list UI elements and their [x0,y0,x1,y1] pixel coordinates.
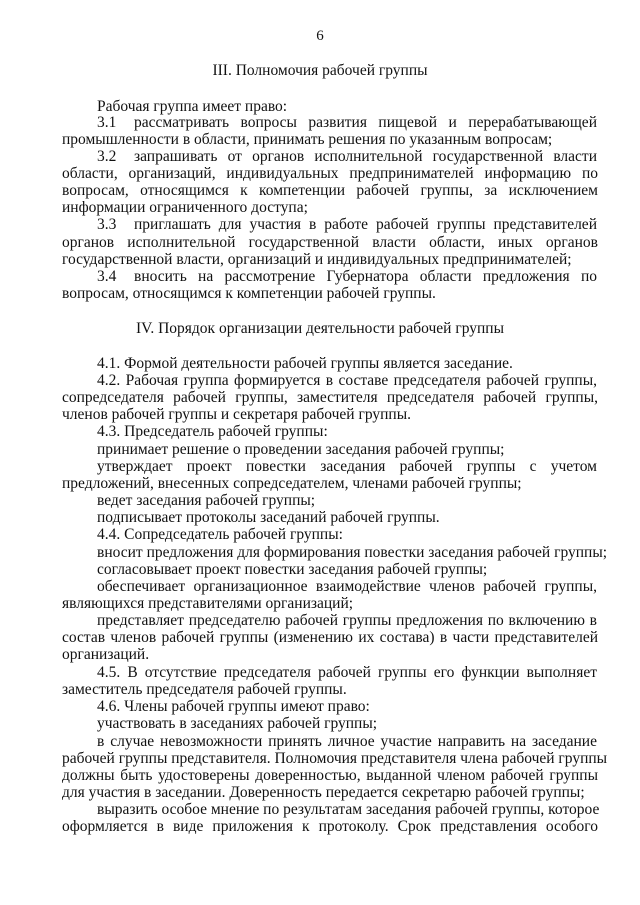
section-4-line: организаций. [62,646,150,663]
section-4-line: ведет заседания рабочей группы; [97,492,316,509]
section-4-line: выразить особое мнение по результатам заседания рабочей группы, которое [97,801,600,818]
section-4-line: участвовать в заседаниях рабочей группы; [97,715,378,732]
item-3-3-line-1: 3.3 приглашать для участия в работе рабочей группы представителей [97,216,597,233]
section-3-heading: III. Полномочия рабочей группы [212,62,428,79]
item-3-3-line-3: государственной власти, организаций и индивидуальных предпринимателей; [62,251,572,268]
section-4-line: вносит предложения для формирования повестки заседания рабочей группы; [97,544,608,561]
section-4-line: 4.5. В отсутствие председателя рабочей группы его функции выполняет [97,664,597,681]
section-4-line: подписывает протоколы заседаний рабочей группы. [97,509,440,526]
item-3-2-line-2: области, организаций, индивидуальных предпринимателей информацию по [62,165,598,182]
section-4-heading: IV. Порядок организации деятельности рабочей группы [135,320,505,337]
page-number: 6 [316,28,324,44]
section-4-line: рабочей группы представителя. Полномочия представителя члена рабочей группы [62,750,608,767]
section-4-line: обеспечивает организационное взаимодействие членов рабочей группы, [97,578,597,595]
item-3-2-line-1: 3.2 запрашивать от органов исполнительной государственной власти [97,148,597,165]
item-3-2-line-4: информации ограниченного доступа; [62,199,308,216]
section-4-line: сопредседателя рабочей группы, заместителя председателя рабочей группы, [62,389,598,406]
section-4-line: 4.2. Рабочая группа формируется в составе председателя рабочей группы, [97,372,597,389]
section-4-line: должны быть удостоверены доверенностью, выданной членом рабочей группы [62,767,598,784]
section-4-line: являющихся представителями организаций; [62,595,354,612]
item-3-4-number: 3.4 [97,268,117,285]
section-3-intro: Рабочая группа имеет право: [97,98,288,115]
section-4-line: оформляется в виде приложения к протоколу. Срок представления особого [62,818,598,835]
section-4-line: 4.3. Председатель рабочей группы: [97,423,328,440]
item-3-2-number: 3.2 [97,148,117,165]
section-4-line: 4.1. Формой деятельности рабочей группы является заседание. [97,355,513,372]
section-4-line: состав членов рабочей группы (изменению их состава) в части представителей [62,629,598,646]
section-4-line: согласовывает проект повестки заседания рабочей группы; [97,561,488,578]
section-4-line: представляет председателю рабочей группы предложения по включению в [97,612,597,629]
section-4-line: предложений, внесенных сопредседателем, членами рабочей группы; [62,475,522,492]
section-4-line: заместитель председателя рабочей группы. [62,681,347,698]
section-4-line: 4.6. Члены рабочей группы имеют право: [97,698,370,715]
item-3-2-line-3: вопросам, относящимся к компетенции рабочей группы, за исключением [62,182,598,199]
section-4-line: 4.4. Сопредседатель рабочей группы: [97,526,343,543]
section-4-line: в случае невозможности принять личное участие направить на заседание [97,733,597,750]
item-3-4-line-2: вопросам, относящимся к компетенции рабочей группы. [62,285,436,302]
section-4-line: утверждает проект повестки заседания рабочей группы с учетом [97,458,597,475]
item-3-1-line-1: 3.1 рассматривать вопросы развития пищевой и перерабатывающей [97,114,597,131]
section-4-line: принимает решение о проведении заседания рабочей группы; [97,441,505,458]
section-4-line: членов рабочей группы и секретаря рабочей группы. [62,406,412,423]
item-3-3-number: 3.3 [97,216,117,233]
section-4-line: для участия в заседании. Доверенность передается секретарю рабочей группы; [62,784,585,801]
item-3-4-line-1: 3.4 вносить на рассмотрение Губернатора области предложения по [97,268,597,285]
item-3-3-line-2: органов исполнительной государственной власти области, иных органов [62,234,598,251]
item-3-1-number: 3.1 [97,114,117,131]
item-3-1-line-2: промышленности в области, принимать решения по указанным вопросам; [62,131,553,148]
